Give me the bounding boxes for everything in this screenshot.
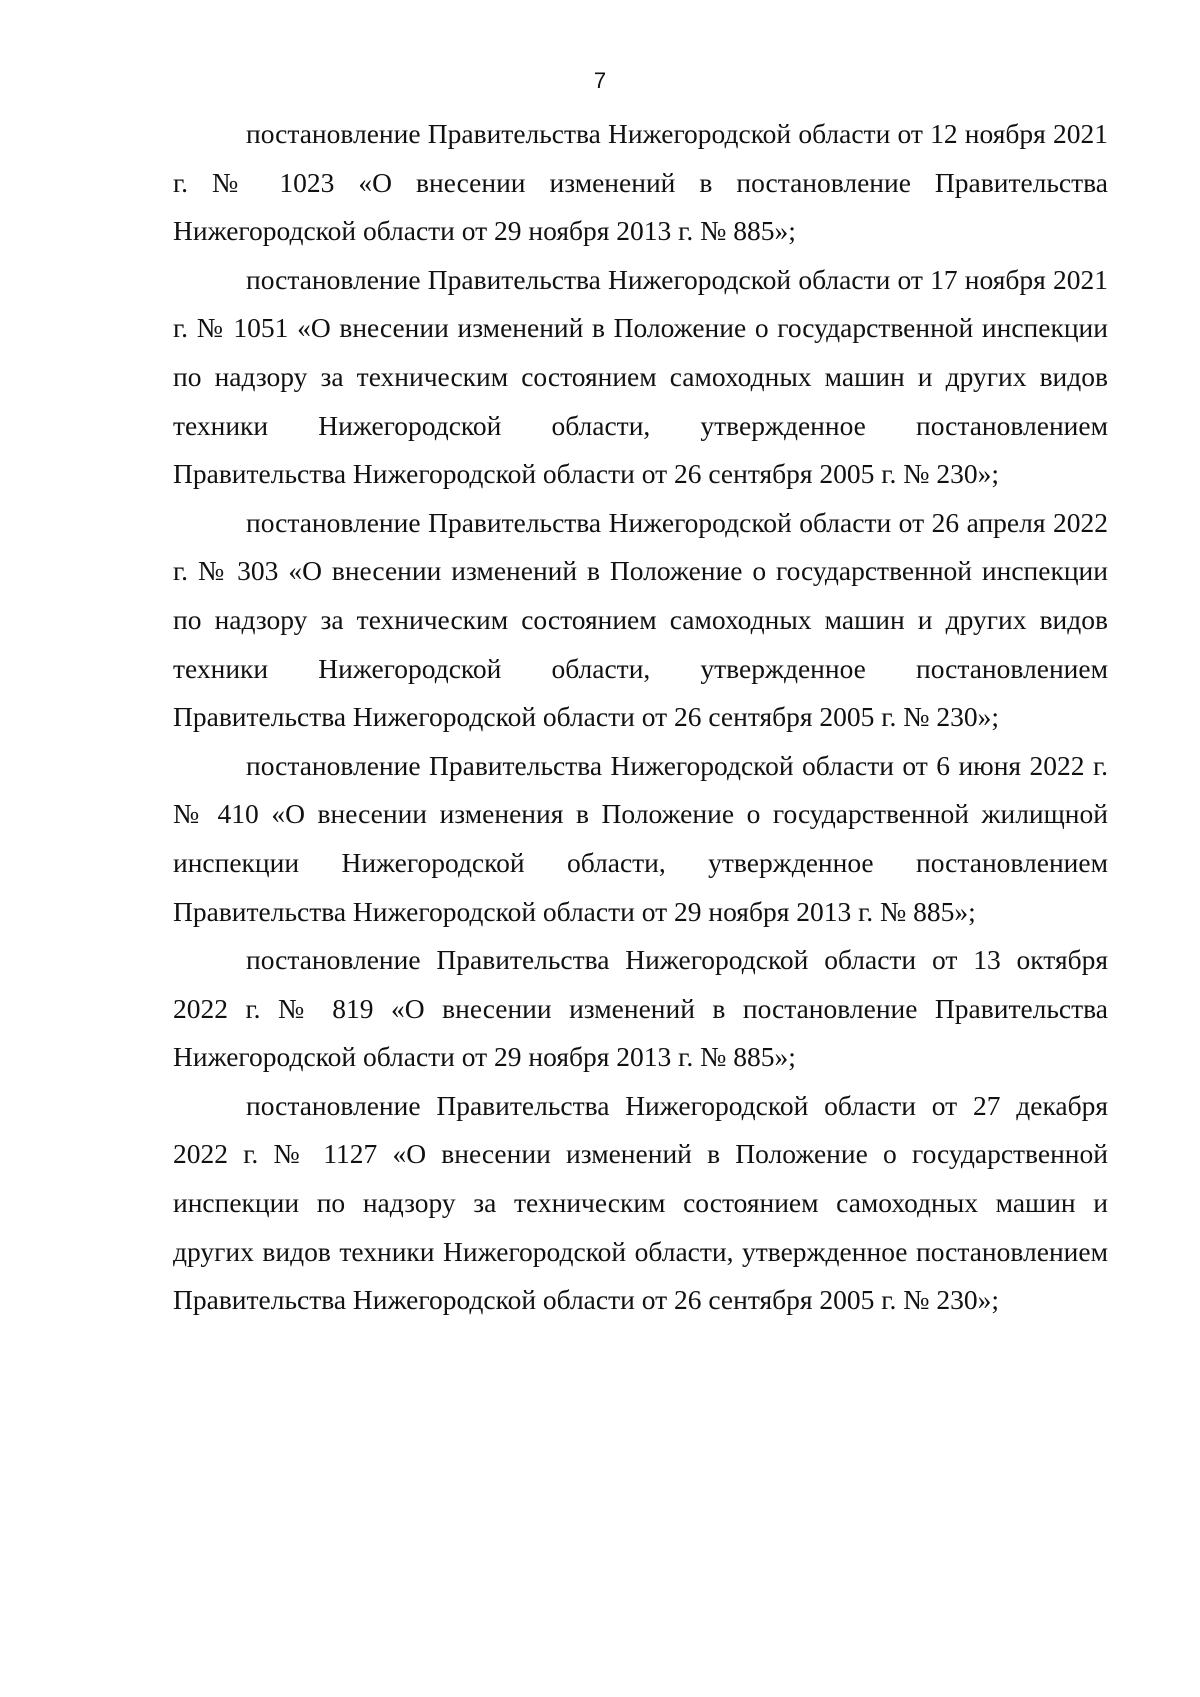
regulation-item-3: постановление Правительства Нижегородской области от 26 апреля 2022 г. № 303 «О внесении изменений в Положение о государственной инспекции по надзору за техническим состоянием самоходных машин и других видов техники Нижегородской области, утвержденное постановлением Правительства Нижегородской области от 26 сентября 2005 г. № 230»; xyxy=(173,506,1108,733)
regulation-item-6: постановление Правительства Нижегородской области от 27 декабря 2022 г. № 1127 «О внесении изменений в Положение о государственной инспекции по надзору за техническим состоянием самоходных машин и других видов техники Нижегородской области, утвержденное постановлением Правительства Нижегородской области от 26 сентября 2005 г. № 230»; xyxy=(173,1089,1108,1316)
regulation-item-2: постановление Правительства Нижегородской области от 17 ноября 2021 г. № 1051 «О внесении изменений в Положение о государственной инспекции по надзору за техническим состоянием самоходных машин и других видов техники Нижегородской области, утвержденное постановлением Правительства Нижегородской области от 26 сентября 2005 г. № 230»; xyxy=(173,263,1108,490)
regulation-item-5: постановление Правительства Нижегородской области от 13 октября 2022 г. № 819 «О внесении изменений в постановление Правительства Нижегородской области от 29 ноября 2013 г. № 885»; xyxy=(173,944,1108,1073)
page-number: 7 xyxy=(593,68,607,93)
document-body xyxy=(173,110,1108,1325)
regulation-item-4: постановление Правительства Нижегородской области от 6 июня 2022 г. № 410 «О внесении изменения в Положение о государственной жилищной инспекции Нижегородской области, утвержденное постановлением Правительства Нижегородской области от 29 ноября 2013 г. № 885»; xyxy=(173,749,1108,927)
regulation-item-1: постановление Правительства Нижегородской области от 12 ноября 2021 г. № 1023 «О внесении изменений в постановление Правительства Нижегородской области от 29 ноября 2013 г. № 885»; xyxy=(173,118,1108,247)
